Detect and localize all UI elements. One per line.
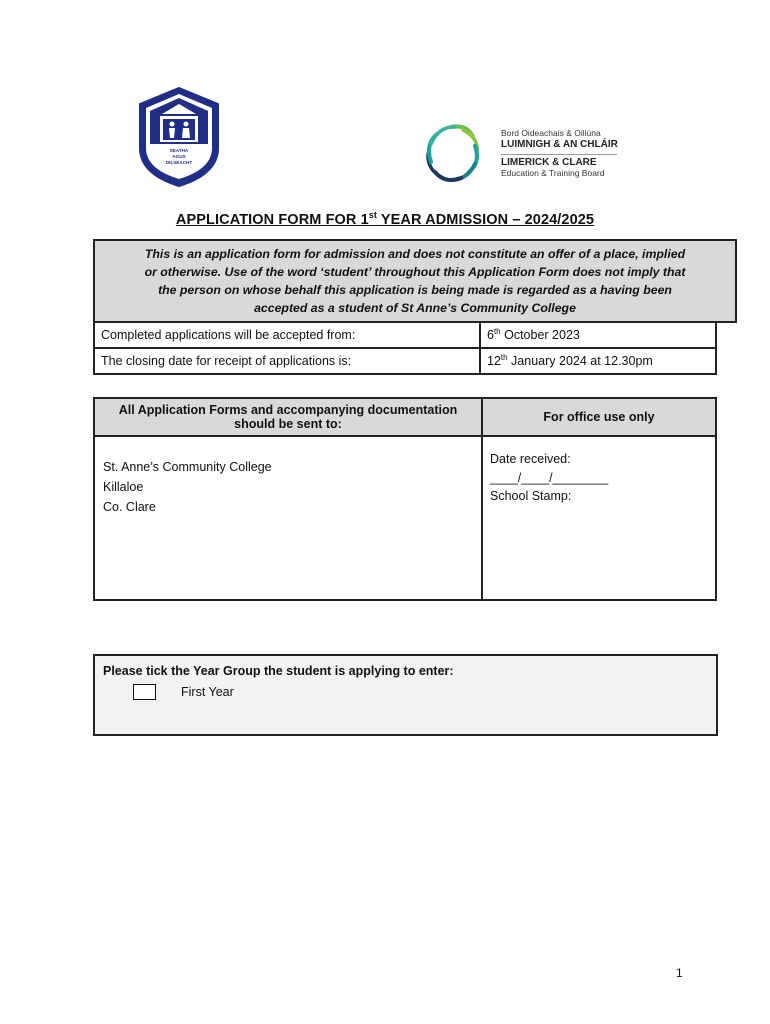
disclaimer-line: accepted as a student of St Anne’s Community College [254, 301, 576, 315]
table-row [94, 436, 716, 600]
title-prefix: APPLICATION FORM FOR 1 [175, 212, 369, 228]
address-cell [94, 436, 482, 600]
accepted-from-value [480, 322, 716, 348]
send-to-header: All Application Forms and accompanying documentation should be sent to: [94, 398, 482, 436]
send-to-table [93, 397, 717, 601]
accepted-day: 6 [487, 328, 494, 343]
crest-motto-2: AGUS [172, 154, 186, 159]
disclaimer-line: or otherwise. Use of the word ‘student’ throughout this Application Form does not imply that [144, 265, 686, 279]
office-use-cell [482, 436, 716, 600]
disclaimer-box [93, 239, 737, 323]
first-year-checkbox[interactable] [133, 684, 156, 700]
closing-date-label: The closing date for receipt of applications is: [94, 348, 480, 374]
year-group-question: Please tick the Year Group the student is applying to enter: [103, 664, 454, 678]
date-received-blank[interactable]: ____/____/________ [490, 470, 609, 485]
accepted-rest: October 2023 [500, 328, 580, 343]
etb-line-english-2: Education & Training Board [501, 168, 605, 178]
table-row [94, 348, 716, 374]
table-row [94, 398, 716, 436]
disclaimer-line: the person on whose behalf this application is being made is regarded as a having been [158, 283, 672, 297]
closing-sup: th [500, 353, 508, 363]
year-group-box [93, 654, 718, 736]
closing-rest: January 2024 at 12.30pm [507, 354, 653, 369]
etb-divider [501, 154, 617, 155]
address-line: Killaloe [103, 480, 144, 494]
closing-date-value [480, 348, 716, 374]
address-line: Co. Clare [103, 500, 156, 514]
school-stamp-label: School Stamp: [490, 489, 572, 503]
etb-line-irish-2: LUIMNIGH & AN CHLÁIR [501, 139, 618, 150]
title-suffix: YEAR ADMISSION – 2024/2025 [376, 212, 595, 228]
etb-swirl-logo-icon [418, 121, 488, 187]
dates-table [93, 321, 717, 375]
etb-line-irish-1: Bord Oideachais & Oiliúna [501, 128, 601, 138]
form-title [0, 212, 770, 228]
crest-motto-1: SEATHA [169, 148, 189, 153]
page-number: 1 [676, 966, 683, 980]
crest-motto-3: DILSEACHT [165, 160, 193, 165]
accepted-from-label: Completed applications will be accepted from: [94, 322, 480, 348]
school-crest-logo [138, 86, 220, 188]
date-received-label: Date received: [490, 452, 571, 466]
office-use-header: For office use only [482, 398, 716, 436]
accepted-sup: th [493, 327, 501, 337]
closing-day: 12 [487, 354, 501, 369]
first-year-label: First Year [181, 685, 234, 699]
etb-line-english-1: LIMERICK & CLARE [501, 157, 597, 168]
address-line: St. Anne’s Community College [103, 460, 272, 474]
title-sup: st [368, 210, 377, 220]
table-row [94, 322, 716, 348]
disclaimer-line: This is an application form for admission and does not constitute an offer of a place, implied [144, 247, 686, 261]
